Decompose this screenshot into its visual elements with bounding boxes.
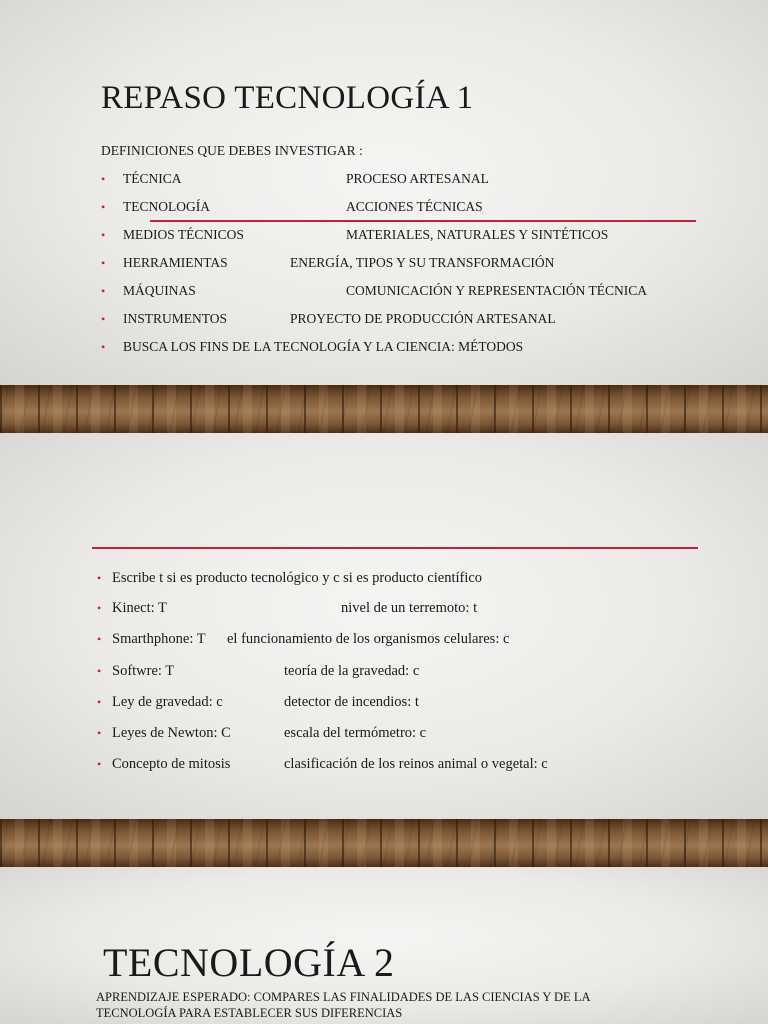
bullet-dot-icon: •: [101, 340, 106, 354]
slide-3: [0, 867, 768, 1024]
slide-intro: DEFINICIONES QUE DEBES INVESTIGAR :: [101, 143, 363, 158]
slide-1: [0, 0, 768, 385]
list-item-right: clasificación de los reinos animal o vegetal: c: [284, 756, 548, 772]
list-item-right: teoría de la gravedad: c: [284, 663, 420, 679]
wood-floor-divider: [0, 819, 768, 867]
bullet-dot-icon: •: [101, 256, 106, 270]
wood-floor-divider: [0, 385, 768, 433]
slide-title: TECNOLOGÍA 2: [103, 940, 395, 985]
list-item-left: TÉCNICA: [123, 171, 182, 186]
bullet-dot-icon: •: [101, 172, 106, 186]
list-item-left: MEDIOS TÉCNICOS: [123, 227, 244, 242]
bullet-dot-icon: •: [97, 726, 102, 740]
list-item-left: Escribe t si es producto tecnológico y c si es producto científico: [112, 570, 483, 586]
list-item-right: escala del termómetro: c: [284, 725, 427, 741]
list-item-right: el funcionamiento de los organismos celulares: c: [227, 631, 510, 647]
list-item-left: Leyes de Newton: C: [112, 725, 231, 741]
list-item-right: MATERIALES, NATURALES Y SINTÉTICOS: [346, 227, 609, 242]
list-item-right: ACCIONES TÉCNICAS: [346, 199, 483, 214]
slide-title: REPASO TECNOLOGÍA 1: [101, 80, 474, 116]
divider-line: [92, 547, 698, 549]
bullet-dot-icon: •: [101, 200, 106, 214]
list-item-left: TECNOLOGÍA: [123, 199, 210, 214]
list-item-left: HERRAMIENTAS: [123, 255, 228, 270]
list-item-left: MÁQUINAS: [123, 283, 196, 298]
list-item-left: Ley de gravedad: c: [112, 694, 223, 710]
list-item-left: Concepto de mitosis: [112, 756, 231, 772]
divider-line: [150, 220, 696, 222]
bullet-dot-icon: •: [101, 284, 106, 298]
list-item-right: detector de incendios: t: [284, 694, 419, 710]
bullet-dot-icon: •: [97, 695, 102, 709]
bullet-dot-icon: •: [97, 601, 102, 615]
bullet-dot-icon: •: [97, 571, 102, 585]
bullet-dot-icon: •: [101, 312, 106, 326]
bullet-dot-icon: •: [97, 664, 102, 678]
list-item-right: PROYECTO DE PRODUCCIÓN ARTESANAL: [290, 311, 556, 326]
list-item-left: Softwre: T: [112, 663, 175, 679]
list-item-left: Kinect: T: [112, 600, 167, 616]
list-item-right: nivel de un terremoto: t: [341, 600, 478, 616]
list-item-right: COMUNICACIÓN Y REPRESENTACIÓN TÉCNICA: [346, 283, 648, 298]
bullet-dot-icon: •: [101, 228, 106, 242]
list-item-right: ENERGÍA, TIPOS Y SU TRANSFORMACIÓN: [290, 255, 555, 270]
list-item-left: Smarthphone: T: [112, 631, 206, 647]
bullet-dot-icon: •: [97, 757, 102, 771]
list-item-right: PROCESO ARTESANAL: [346, 171, 489, 186]
slide-2: [0, 433, 768, 819]
slide-subtitle: APRENDIZAJE ESPERADO: COMPARES LAS FINALIDADES DE LAS CIENCIAS Y DE LA TECNOLOGÍA PARA ESTABLECER SUS DIFERENCIAS: [96, 990, 590, 1020]
list-item-left: INSTRUMENTOS: [123, 311, 228, 326]
bullet-dot-icon: •: [97, 632, 102, 646]
list-item-left: BUSCA LOS FINS DE LA TECNOLOGÍA Y LA CIENCIA: MÉTODOS: [123, 339, 524, 354]
